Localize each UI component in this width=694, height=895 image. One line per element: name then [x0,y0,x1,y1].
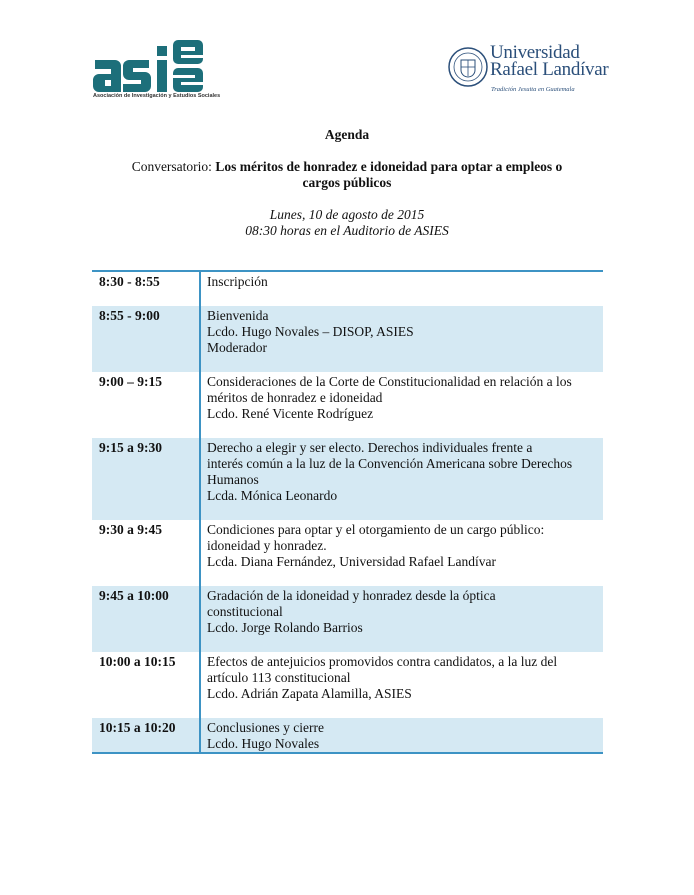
agenda-row [92,306,603,372]
university-tagline: Tradición Jesuita en Guatemala [491,86,575,93]
agenda-description-line: Inscripción [207,274,268,289]
university-name-line2: Rafael Landívar [490,59,609,80]
agenda-description-line: interés común a la luz de la Convención Americana sobre Derechos [207,456,573,471]
university-seal-icon [447,42,489,92]
agenda-description-line: Conclusiones y cierre [207,720,324,735]
agenda-description-line: Lcda. Mónica Leonardo [207,488,338,503]
agenda-description-line: idoneidad y honradez. [207,538,327,553]
agenda-description-line: Consideraciones de la Corte de Constitucionalidad en relación a los [207,374,572,389]
agenda-description [201,652,603,718]
row-spacer [207,422,599,438]
agenda-row [92,372,603,438]
row-spacer [207,702,599,718]
agenda-row [92,586,603,652]
agenda-time: 8:30 - 8:55 [92,272,201,306]
university-name [490,44,610,78]
agenda-row [92,272,603,306]
agenda-row [92,438,603,520]
agenda-row [92,520,603,586]
agenda-description [201,438,603,520]
agenda-description-line: Derecho a elegir y ser electo. Derechos individuales frente a [207,440,533,455]
agenda-description-line: Bienvenida [207,308,269,323]
agenda-description-line: Lcdo. Adrián Zapata Alamilla, ASIES [207,686,412,701]
row-spacer [207,504,599,520]
subtitle-title-line2: cargos públicos [302,175,392,190]
agenda-time: 8:55 - 9:00 [92,306,201,372]
asies-caption: Asociación de Investigación y Estudios Sociales [93,93,221,99]
agenda-time: 9:30 a 9:45 [92,520,201,586]
agenda-description-line: Lcdo. Jorge Rolando Barrios [207,620,363,635]
agenda-description-line: Gradación de la idoneidad y honradez desde la óptica [207,588,496,603]
agenda-time: 9:15 a 9:30 [92,438,201,520]
agenda-description-line: constitucional [207,604,283,619]
agenda-description-line: Lcdo. Hugo Novales [207,736,320,751]
page-title: Agenda [324,127,370,142]
agenda-description [201,586,603,652]
row-spacer [207,290,599,306]
agenda-description-line: Humanos [207,472,259,487]
agenda-description-line: Efectos de antejuicios promovidos contra candidatos, a la luz del [207,654,558,669]
row-spacer [207,570,599,586]
agenda-description-line: Moderador [207,340,267,355]
agenda-row [92,652,603,718]
url-logo [447,40,609,100]
agenda-description-line: méritos de honradez e idoneidad [207,390,383,405]
event-subtitle [110,159,584,191]
agenda-description [201,520,603,586]
agenda-description-line: Lcda. Diana Fernández, Universidad Rafael Landívar [207,554,496,569]
subtitle-title-line1: Los méritos de honradez e idoneidad para optar a empleos o [215,159,563,174]
agenda-description-line: Condiciones para optar y el otorgamiento de un cargo público: [207,522,545,537]
agenda-time: 9:45 a 10:00 [92,586,201,652]
agenda-description-line: Lcdo. Hugo Novales – DISOP, ASIES [207,324,414,339]
university-name-line1: Universidad [490,42,580,63]
agenda-description [201,372,603,438]
agenda-time: 10:15 a 10:20 [92,718,201,752]
agenda-description [201,306,603,372]
agenda-table [92,270,603,754]
agenda-description-line: artículo 113 constitucional [207,670,351,685]
row-spacer [207,636,599,652]
row-spacer [207,356,599,372]
agenda-description [201,272,603,306]
agenda-time: 9:00 – 9:15 [92,372,201,438]
subtitle-prefix: Conversatorio: [131,159,216,174]
agenda-row [92,718,603,752]
event-venue-line: 08:30 horas en el Auditorio de ASIES [245,223,449,238]
event-date [0,207,694,239]
agenda-time: 10:00 a 10:15 [92,652,201,718]
agenda-description [201,718,603,752]
agenda-description-line: Lcdo. René Vicente Rodríguez [207,406,374,421]
event-date-line: Lunes, 10 de agosto de 2015 [269,207,425,222]
